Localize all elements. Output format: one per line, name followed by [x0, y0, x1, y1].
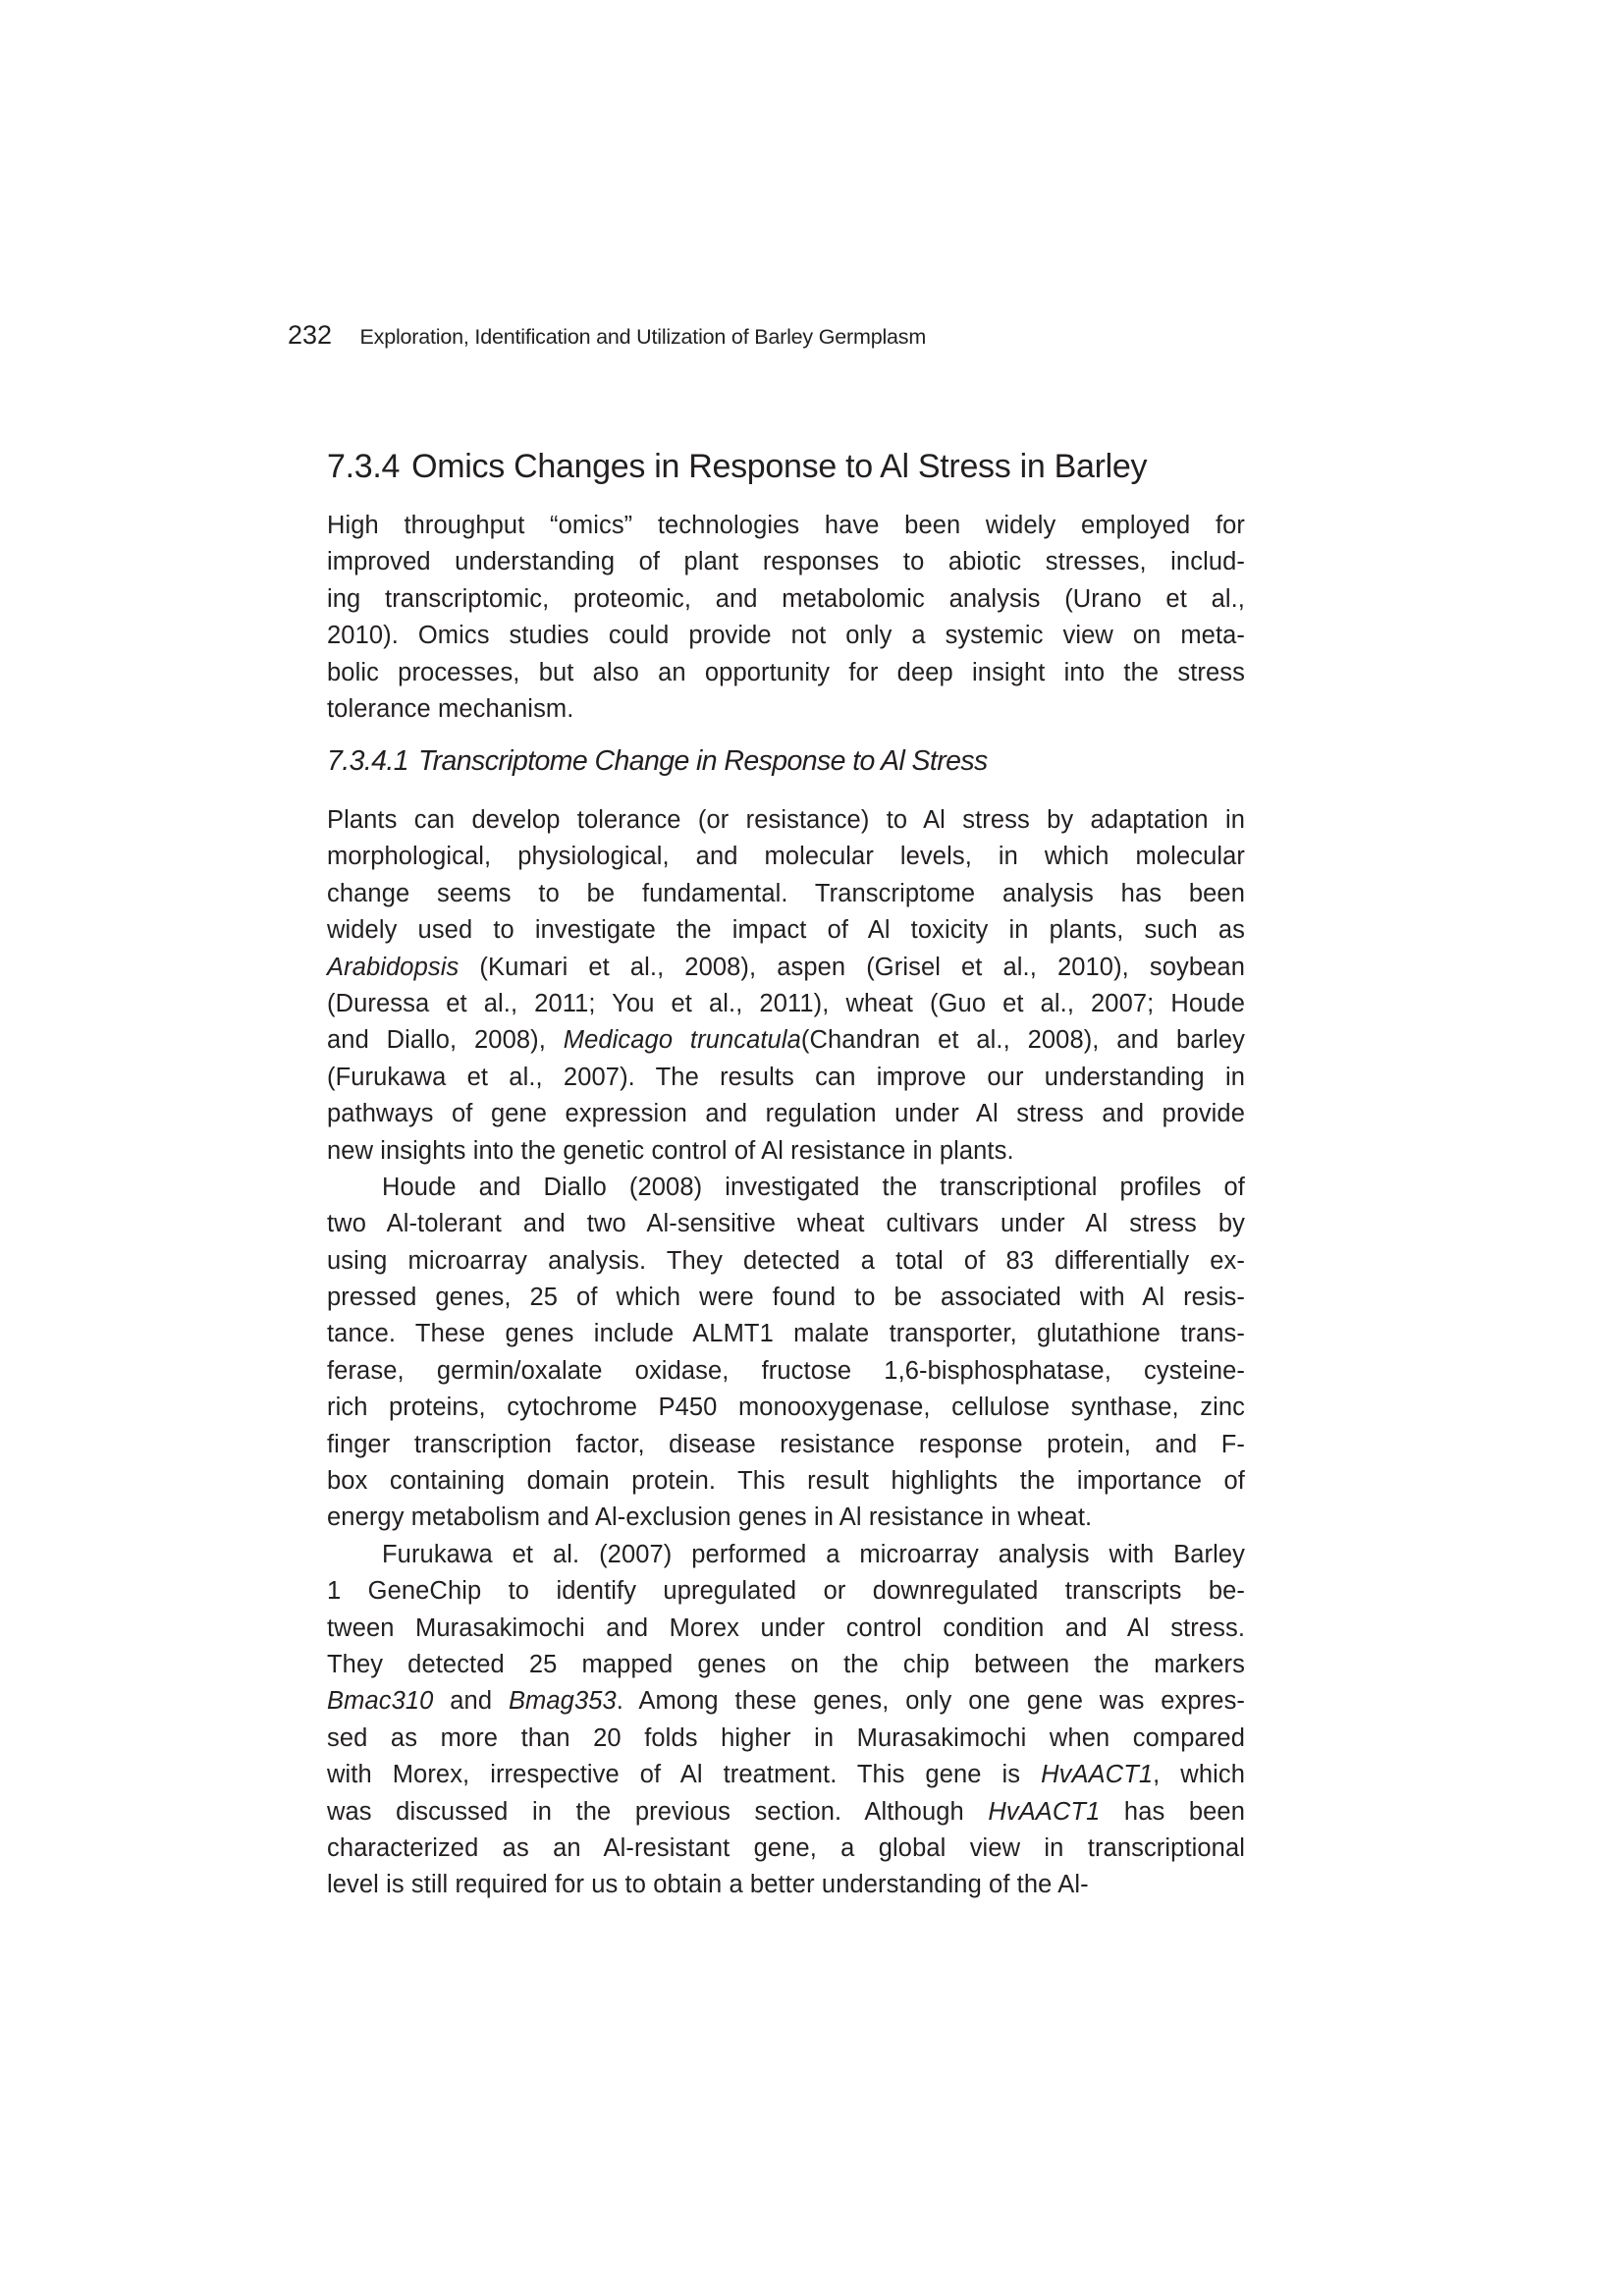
paragraph	[327, 802, 1245, 1170]
text-line	[327, 1794, 1245, 1831]
italic-term: HvAACT1	[988, 1797, 1101, 1826]
text-line	[327, 1611, 1245, 1647]
section-title: Omics Changes in Response to Al Stress in Barley	[411, 448, 1148, 485]
italic-term: Arabidopsis	[327, 953, 460, 981]
text-run: Furukawa et al. (2007) performed a microarray analysis with Barley	[382, 1540, 1245, 1568]
text-run: using microarray analysis. They detected a total of 83 differentially ex-	[327, 1246, 1245, 1275]
text-run: change seems to be fundamental. Transcriptome analysis has been	[327, 879, 1245, 907]
text-line	[327, 1831, 1245, 1867]
text-run: and Diallo, 2008),	[327, 1026, 564, 1055]
text-run: widely used to investigate the impact of Al toxicity in plants, such as	[327, 916, 1245, 945]
paragraph	[327, 1537, 1245, 1904]
text-line	[327, 1721, 1245, 1757]
text-line	[327, 1463, 1245, 1500]
text-line	[327, 1867, 1245, 1903]
text-run: They detected 25 mapped genes on the chip between the markers	[327, 1650, 1245, 1678]
subsection-title: Transcriptome Change in Response to Al Stress	[417, 745, 988, 777]
text-line	[327, 912, 1245, 949]
text-run: finger transcription factor, disease resistance response protein, and F-	[327, 1430, 1245, 1458]
text-line	[327, 1206, 1245, 1242]
text-run: box containing domain protein. This result highlights the importance of	[327, 1467, 1245, 1496]
text-line	[327, 1573, 1245, 1610]
text-run: Houde and Diallo (2008) investigated the transcriptional profiles of	[382, 1173, 1245, 1201]
text-line	[327, 839, 1245, 875]
text-run: sed as more than 20 folds higher in Murasakimochi when compared	[327, 1723, 1245, 1752]
text-run: rich proteins, cytochrome P450 monooxygenase, cellulose synthase, zinc	[327, 1394, 1245, 1422]
section-intro-paragraph	[327, 508, 1245, 728]
text-run: has been	[1100, 1797, 1245, 1826]
italic-term: Bmac310	[327, 1687, 434, 1716]
text-line: tolerance mechanism.	[327, 694, 574, 723]
text-line	[327, 1243, 1245, 1280]
section-heading	[327, 448, 1147, 486]
page-number: 232	[288, 320, 333, 350]
text-line	[327, 1170, 1245, 1206]
text-line	[327, 1390, 1245, 1426]
text-run: two Al-tolerant and two Al-sensitive wheat cultivars under Al stress by	[327, 1210, 1245, 1238]
subsection-heading	[327, 745, 988, 778]
text-run: level is still required for us to obtain a better understanding of the Al-	[327, 1871, 1089, 1899]
text-line	[327, 1096, 1245, 1132]
text-line	[327, 950, 1245, 986]
text-line: High throughput “omics” technologies have been widely employed for	[327, 512, 1245, 539]
text-run: and	[433, 1687, 509, 1716]
text-run: energy metabolism and Al-exclusion genes in Al resistance in wheat.	[327, 1503, 1093, 1532]
book-title: Exploration, Identification and Utilization of Barley Germplasm	[359, 325, 927, 349]
text-run: (Chandran et al., 2008), and barley	[800, 1026, 1246, 1055]
text-line	[327, 802, 1245, 839]
italic-term: Medicago truncatula	[563, 1026, 801, 1055]
text-line	[327, 1757, 1245, 1793]
text-run: 1 GeneChip to identify upregulated or downregulated transcripts be-	[327, 1577, 1245, 1606]
subsection-body	[327, 802, 1245, 1904]
text-line	[327, 1500, 1245, 1536]
text-line	[327, 1133, 1245, 1170]
text-run: , which	[1153, 1761, 1245, 1789]
italic-term: HvAACT1	[1041, 1761, 1154, 1789]
text-run: (Kumari et al., 2008), aspen (Grisel et al., 2010), soybean	[459, 953, 1245, 981]
text-run: morphological, physiological, and molecular levels, in which molecular	[327, 843, 1245, 871]
text-run: tance. These genes include ALMT1 malate transporter, glutathione trans-	[327, 1320, 1245, 1348]
text-line	[327, 1647, 1245, 1683]
italic-term: Bmag353	[508, 1687, 617, 1716]
text-run: . Among these genes, only one gene was expres-	[616, 1687, 1246, 1716]
text-line	[327, 1280, 1245, 1316]
subsection-number: 7.3.4.1	[327, 745, 408, 777]
text-line	[327, 1022, 1245, 1059]
section-number: 7.3.4	[327, 448, 401, 485]
text-line	[327, 1353, 1245, 1390]
text-line: improved understanding of plant responses to abiotic stresses, includ-	[327, 548, 1245, 576]
text-line	[327, 986, 1245, 1022]
paragraph	[327, 1170, 1245, 1537]
text-run: (Furukawa et al., 2007). The results can improve our understanding in	[327, 1063, 1245, 1091]
text-run: (Duressa et al., 2011; You et al., 2011), wheat (Guo et al., 2007; Houde	[327, 989, 1245, 1017]
text-run: ferase, germin/oxalate oxidase, fructose 1,6-bisphosphatase, cysteine-	[327, 1356, 1245, 1385]
text-line: 2010). Omics studies could provide not only a systemic view on meta-	[327, 622, 1245, 650]
text-line	[327, 1683, 1245, 1720]
text-run: with Morex, irrespective of Al treatment. This gene is	[327, 1761, 1042, 1789]
running-head	[288, 320, 926, 351]
text-run: was discussed in the previous section. Although	[327, 1797, 989, 1826]
text-line: ing transcriptomic, proteomic, and metabolomic analysis (Urano et al.,	[327, 584, 1245, 613]
text-run: pathways of gene expression and regulation under Al stress and provide	[327, 1100, 1245, 1128]
text-run: pressed genes, 25 of which were found to be associated with Al resis-	[327, 1284, 1245, 1312]
text-line	[327, 876, 1245, 912]
text-line	[327, 1316, 1245, 1352]
text-run: tween Murasakimochi and Morex under control condition and Al stress.	[327, 1613, 1245, 1642]
text-line	[327, 1537, 1245, 1573]
text-run: Plants can develop tolerance (or resistance) to Al stress by adaptation in	[327, 806, 1245, 834]
text-run: characterized as an Al-resistant gene, a global view in transcriptional	[327, 1833, 1245, 1862]
text-line	[327, 1427, 1245, 1463]
text-run: new insights into the genetic control of Al resistance in plants.	[327, 1136, 1014, 1165]
text-line	[327, 1060, 1245, 1096]
text-line: bolic processes, but also an opportunity for deep insight into the stress	[327, 658, 1245, 686]
